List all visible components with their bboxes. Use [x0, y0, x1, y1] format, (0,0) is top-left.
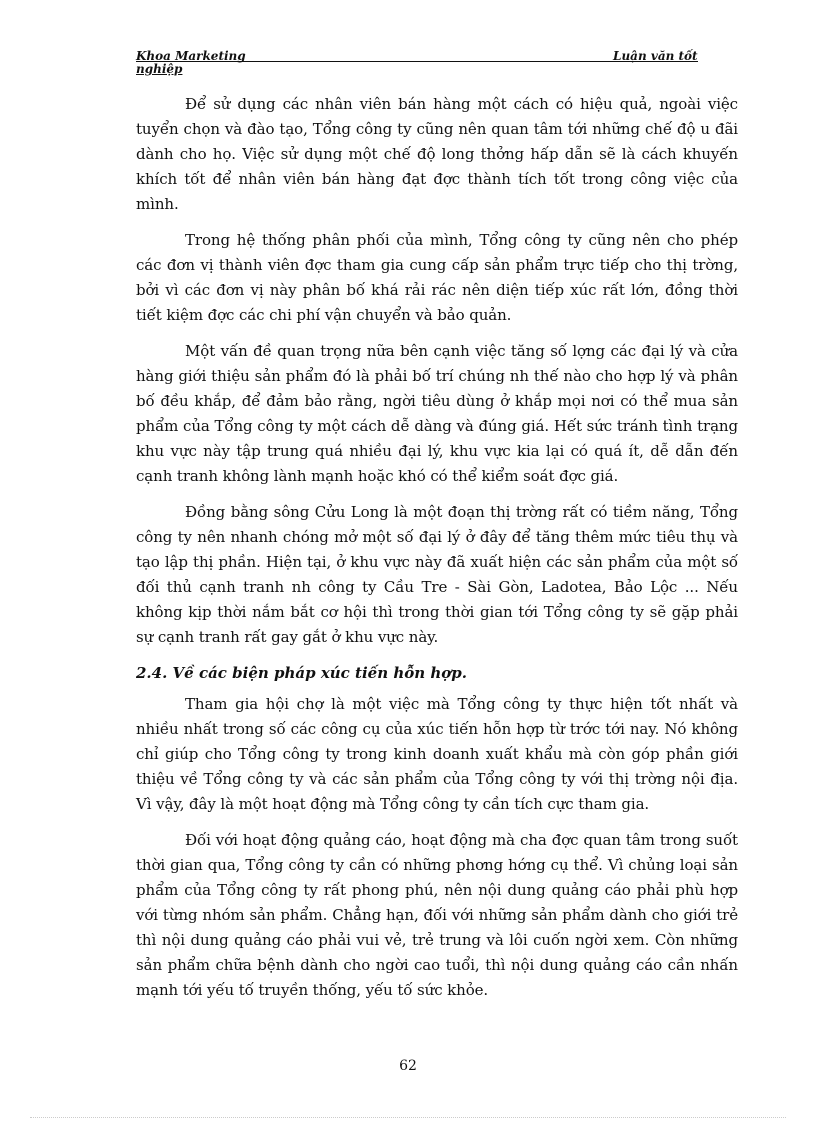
header-right-title: Luận văn tốt [613, 49, 698, 63]
header-left-title: Khoa Marketing [136, 49, 246, 63]
page-number: 62 [399, 1058, 417, 1074]
footer-divider [30, 1117, 786, 1118]
paragraph: Đồng bằng sông Cửu Long là một đoạn thị trờng rất có tiềm năng, Tổng công ty nên nhanh chóng mở một số đại lý ở đây để tăng thêm mức tiêu thụ và tạo lập thị phần. Hiện tại, ở khu vực này đã xuất hiện các sản phẩm của một số đối thủ cạnh tranh nh công ty Cầu Tre - Sài Gòn, Ladotea, Bảo Lộc ... Nếu không kịp thời nắm bắt cơ hội thì trong thời gian tới Tổng công ty sẽ gặp phải sự cạnh tranh rất gay gắt ở khu vực này. [136, 503, 738, 646]
section-heading: 2.4. Về các biện pháp xúc tiến hỗn hợp. [136, 664, 467, 682]
paragraph: Để sử dụng các nhân viên bán hàng một cách có hiệu quả, ngoài việc tuyển chọn và đào tạo, Tổng công ty cũng nên quan tâm tới những chế độ u đãi dành cho họ. Việc sử dụng một chế độ long thởng hấp dẫn sẽ là cách khuyến khích tốt để nhân viên bán hàng đạt đợc thành tích tốt trong công việc của mình. [136, 95, 738, 213]
paragraph: Tham gia hội chợ là một việc mà Tổng công ty thực hiện tốt nhất và nhiều nhất trong số các công cụ của xúc tiến hỗn hợp từ trớc tới nay. Nó không chỉ giúp cho Tổng công ty trong kinh doanh xuất khẩu mà còn góp phần giới thiệu về Tổng công ty và các sản phẩm của Tổng công ty với thị trờng nội địa. Vì vậy, đây là một hoạt động mà Tổng công ty cần tích cực tham gia. [136, 695, 738, 813]
paragraph: Trong hệ thống phân phối của mình, Tổng công ty cũng nên cho phép các đơn vị thành viên đợc tham gia cung cấp sản phẩm trực tiếp cho thị trờng, bởi vì các đơn vị này phân bố khá rải rác nên diện tiếp xúc rất lớn, đồng thời tiết kiệm đợc các chi phí vận chuyển và bảo quản. [136, 231, 738, 324]
paragraph: Một vấn đề quan trọng nữa bên cạnh việc tăng số lợng các đại lý và cửa hàng giới thiệu sản phẩm đó là phải bố trí chúng nh thế nào cho hợp lý và phân bố đều khắp, để đảm bảo rằng, ngời tiêu dùng ở khắp mọi nơi có thể mua sản phẩm của Tổng công ty một cách dễ dàng và đúng giá. Hết sức tránh tình trạng khu vực này tập trung quá nhiều đại lý, khu vực kia lại có quá ít, dễ dẫn đến cạnh tranh không lành mạnh hoặc khó có thể kiểm soát đợc giá. [136, 342, 738, 485]
page-body [136, 92, 738, 1014]
header-rule [136, 61, 698, 62]
header-title-continuation: nghiệp [136, 62, 183, 76]
paragraph: Đối với hoạt động quảng cáo, hoạt động mà cha đợc quan tâm trong suốt thời gian qua, Tổng công ty cần có những phơng hớng cụ thể. Vì chủng loại sản phẩm của Tổng công ty rất phong phú, nên nội dung quảng cáo phải phù hợp với từng nhóm sản phẩm. Chẳng hạn, đối với những sản phẩm dành cho giới trẻ thì nội dung quảng cáo phải vui vẻ, trẻ trung và lôi cuốn ngời xem. Còn những sản phẩm chữa bệnh dành cho ngời cao tuổi, thì nội dung quảng cáo cần nhấn mạnh tới yếu tố truyền thống, yếu tố sức khỏe. [136, 831, 738, 999]
